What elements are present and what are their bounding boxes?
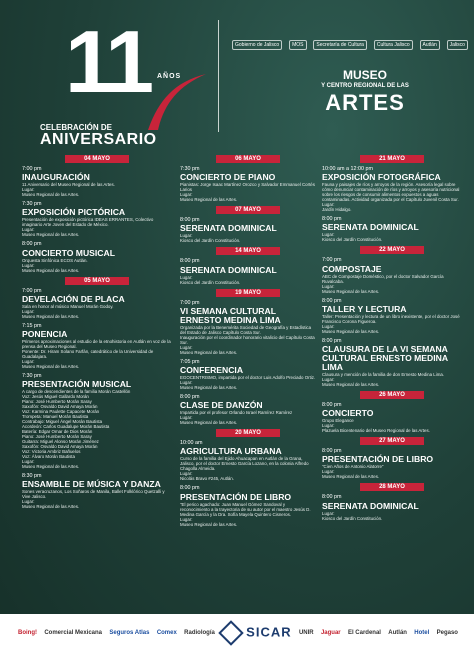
event-title: PONENCIA [22,329,68,340]
event-detail: Sala en honor al músico Manuel Morán Godoy. [22,303,114,309]
event-block [22,473,172,509]
sponsor-logo: Jaguar [320,630,341,636]
event-time: 8:00 pm [180,485,200,492]
event-time: 8:00 pm [322,216,342,223]
logo-secretaria: Secretaría de Cultura [313,40,367,50]
event-title: SERENATA DOMINICAL [322,222,419,233]
event-block [22,373,172,469]
event-time: 7:15 pm [22,322,42,329]
event-detail: Saxofón: Osvaldo David Amaya Morán [22,444,98,450]
event-detail: Museo Regional de las Artes. [180,197,238,203]
event-time: 8:00 pm [322,448,342,455]
event-block [322,494,462,520]
event-block [322,338,462,387]
event-detail: Plazuela Bicentenario del Museo Regional de las Artes. [322,428,430,434]
event-detail: Lugar: [22,187,35,193]
event-detail: Museo Regional de las Artes. [322,288,380,294]
event-time: 8:00 pm [22,241,42,248]
sponsor-logo: UNIR [298,630,314,636]
event-detail: Lugar: [322,202,335,208]
event-title: CONCIERTO DE PIANO [180,172,276,183]
event-detail: Lugar: [180,192,193,198]
event-time: 10:00 am a 12:00 pm [322,166,373,172]
event-detail: Museo Regional de las Artes. [180,420,238,426]
event-block [22,323,172,369]
event-detail: Lugar: [180,516,193,522]
event-block [22,288,172,319]
event-detail: Lugar: [180,415,193,421]
event-detail: Voz: Victoria Ambriz Bañuelos [22,449,81,455]
event-time: 10:00 am [180,440,203,447]
event-detail: Lugar: [322,377,335,383]
event-time: 7:00 pm [322,257,342,264]
event-title: CLAUSURA DE LA VI SEMANA CULTURAL ERNESTO MEDINA LIMA [322,344,448,373]
event-detail: Contrabajo: Miguel Ángel Morán Bautista [22,419,103,425]
event-detail: Museo Regional de las Artes. [322,382,380,388]
date-tag: 04 MAYO [65,155,129,163]
event-title: PRESENTACIÓN MUSICAL [22,379,132,390]
sponsor-logo: Seguros Atlas [109,630,150,636]
event-title: CONCIERTO MUSICAL [22,247,115,258]
event-time: 7:05 pm [180,358,200,365]
event-detail: Lugar: [322,469,335,475]
event-title: AGRICULTURA URBANA [180,446,282,457]
event-time: 8:00 pm [180,217,200,224]
column-2 [180,155,316,531]
event-detail: Lugar: [22,308,35,314]
event-detail: Museo Regional de las Artes. [22,192,80,198]
date-tag: 19 MAYO [216,289,280,297]
event-detail: 11 Aniversario del Museo Regional de las Artes. [22,182,115,188]
event-detail: Lugar: [322,510,335,516]
event-block [180,217,316,243]
event-detail: Museo Regional de las Artes. [22,267,80,273]
sponsor-logo: Hotel [414,630,430,636]
event-detail: Kiosco del Jardín Constitución. [322,515,383,521]
event-detail: Curso de la familia del Ejido Ahuacapan en Autlán de la Grana, Jalisco, por el doctor Ernesto García Lozano, en la colonia Alfredo Chagolla Almeida. [180,456,309,472]
logo-strip [232,34,468,56]
date-tag: 21 MAYO [360,155,424,163]
event-detail: Lugar: [322,423,335,429]
event-detail: Voz: Karmina Paulette Capacete Morán [22,409,100,415]
event-block [322,448,462,479]
logo-jalisco: Jalisco [447,40,468,50]
date-tag: 28 MAYO [360,483,424,491]
event-time: 7:00 pm [22,166,42,172]
sponsor-logo: Comex [156,630,177,636]
red-swoosh-icon [118,52,208,132]
sponsor-logo: Comercial Mexicana [44,630,103,636]
date-tag: 07 MAYO [216,206,280,214]
divider [218,20,219,132]
date-tag: 14 MAYO [216,247,280,255]
event-detail: Kiosco del Jardín Constitución. [322,237,383,243]
event-block [180,300,316,355]
event-detail: Acordeón: Carlos Guadalupe Morán Bautista [22,424,110,430]
event-title: EXPOSICIÓN FOTOGRÁFICA [322,172,441,183]
event-detail: "El perico agachado: Juan Manuel Gómez Sandoval y reconocimiento a la trayectoria de su autor por el maestro Jesús D. Medina García y la Dra. Sofía Mayela Quintero Cisneros. [180,501,311,517]
event-block [322,216,462,242]
event-detail: "Cien Años de Antonio Alatorre" [322,464,384,470]
artes-title: ARTES [325,90,405,115]
event-detail: Museo Regional de las Artes. [22,232,80,238]
event-block [180,485,316,526]
event-detail: Museo Regional de las Artes. [22,504,80,510]
event-detail: Lugar: [322,323,335,329]
event-block [322,166,462,212]
event-block [322,298,462,334]
event-detail: Orquesta Sinfónica ECOS Autlán. [22,257,88,263]
event-detail: Trompeta: Manuel Morán Bautista [22,414,89,420]
event-block [322,257,462,293]
event-detail: Organizada por la Benemérita Sociedad de Geografía y Estadística del Estado de Jalisco Capítulo Costa Sur. [180,324,312,335]
event-detail: Primeros aproximaciones al estudio de la etnohistoria en Autlán en voz de la prensa del Museo Regional. [22,339,171,350]
date-tag: 22 MAYO [360,246,424,254]
anos-label: AÑOS [157,73,182,80]
event-detail: Taller: Presentación y lectura de un libro inexistente, por el doctor José Francisco Corona Figueroa. [322,313,460,324]
event-detail: Piano: José Humberto Morán Saray [22,399,92,405]
event-title: INAUGURACIÓN [22,172,90,183]
event-title: ENSAMBLE DE MÚSICA Y DANZA [22,479,161,490]
event-block [180,258,316,284]
event-detail: A cargo de descendientes de la familia Morán Castellón [22,389,131,395]
event-block [180,166,316,202]
sponsor-logo: Autlán [388,630,407,636]
event-time: 8:00 pm [322,297,342,304]
event-detail: Lugar: [180,233,193,239]
event-title: SERENATA DOMINICAL [322,500,419,511]
event-time: 7:00 pm [22,287,42,294]
event-detail: Lugar: [180,471,193,477]
event-detail: Clausura y mención de la familia de don Ernesto Medina Lima. [322,372,445,378]
logo-mos: MOS [289,40,306,50]
event-detail: Piano: José Humberto Morán Saray [22,434,92,440]
event-title: PRESENTACIÓN DE LIBRO [322,454,434,465]
sponsor-logos [18,620,458,646]
event-title: CLASE DE DANZÓN [180,400,263,411]
event-block [22,241,172,272]
event-detail: ABC de Compostaje Doméstico, por el doctor Salvador García Ruvalcaba. [322,273,444,284]
column-1 [22,155,172,513]
anniversary-number: 11 [65,12,151,111]
event-block [22,201,172,237]
event-block [322,402,462,433]
event-detail: Voz: Álvaro Morán Bautista [22,454,75,460]
event-time: 8:00 pm [180,258,200,265]
event-title: VI SEMANA CULTURAL ERNESTO MEDINA LIMA [180,305,281,325]
event-detail: Nicolás Bravo #245, Autlán. [180,476,234,482]
event-time: 8:00 pm [322,402,342,409]
event-detail: Museo Regional de las Artes. [22,464,80,470]
event-detail: Museo Regional de las Artes. [322,328,380,334]
event-detail: Guitarra: Miguel Alonso Morán Jiménez [22,439,99,445]
event-block [22,166,172,197]
logo-cultura: Cultura Jalisco [374,40,413,50]
sponsor-logo: Pegaso [436,630,458,636]
event-title: COMPOSTAJE [322,263,382,274]
column-3 [322,155,462,525]
event-detail: Lugar: [22,227,35,233]
event-detail: Presentación de exposición pictórica IDEAS ERRANTES, Colectivo imaginario Arte Joven del Estado de México. [22,217,154,228]
event-title: EXPOSICIÓN PICTÓRICA [22,207,126,218]
museo-title: MUSEO [342,68,387,82]
sponsor-logo: Boing! [18,630,37,636]
event-block [180,394,316,425]
event-detail: Jardín Hidalgo. [322,207,352,213]
event-detail: Grupo Elegance [322,418,354,424]
event-time: 8:00 pm [180,394,200,401]
event-block [180,440,316,481]
date-tag: 06 MAYO [216,155,280,163]
event-detail: Museo Regional de las Artes. [322,474,380,480]
event-detail: Pianistas: Jorge Isaac Martínez Orozco y Salvador Emmanuel Cortés Larios [180,182,315,193]
event-block [180,359,316,390]
event-title: DEVELACIÓN DE PLACA [22,293,125,304]
date-tag: 27 MAYO [360,437,424,445]
event-detail: Museo Regional de las Artes. [22,313,80,319]
event-detail: Ponente: Dr. Hiram Solano Farfán, catedrático de la Universidad de Guadalajara. [22,349,154,360]
event-title: CONCIERTO [322,408,374,419]
event-detail: EGOCENTRISMO, impartida por el doctor Luis Adolfo Preciado Ortiz. [180,375,316,381]
celebracion-label: CELEBRACIÓN DE [40,123,113,132]
event-detail: Museo Regional de las Artes. [180,385,238,391]
event-detail: Fauna y paisajes de ríos y arroyos de la región. Asesoría legal sobre cómo denunciar contaminación de ríos y arroyos y asesoría nutricional sobre los riesgos de consumir alimentos expuestos a aguas contaminadas. Actividad organizada por el Capítulo Juvenil Costa Sur. [322,182,460,203]
event-time: 7:30 pm [22,201,42,208]
event-detail: Batería: Edgar Omar de Dios Morán [22,429,93,435]
date-tag: 20 MAYO [216,429,280,437]
event-title: CONFERENCIA [180,365,244,376]
event-detail: Impartida por el profesor Orlando Israel Ramírez Ramírez [180,410,293,416]
event-time: 8:00 pm [322,494,342,501]
date-tag: 05 MAYO [65,277,129,285]
event-detail: Lugar: [322,283,335,289]
logo-autlan: Autlán [420,40,440,50]
sponsor-logo: El Cardenal [347,630,381,636]
header [0,0,474,150]
event-detail: Lugar: [22,262,35,268]
event-time: 7:30 pm [180,166,200,172]
event-detail: Kiosco del Jardín Constitución. [180,279,241,285]
event-detail: Voz: Jesús Miguel Gallardo Morán [22,394,89,400]
event-detail: Lugar: [22,499,35,505]
event-detail: Lugar: [22,359,35,365]
event-title: SERENATA DOMINICAL [180,223,277,234]
event-time: 8:30 pm [22,473,42,480]
museo-subtitle: Y CENTRO REGIONAL DE LAS [321,83,409,89]
sponsor-logo: Radiología [184,630,215,636]
logo-gobierno: Gobierno de Jalisco [232,40,282,50]
event-detail: Museo Regional de las Artes. [22,364,80,370]
event-time: 7:30 pm [22,373,42,380]
event-detail: Inauguración por el coordinador honorario vitalicio del Capítulo Costa Sur. [180,334,315,345]
sicar-diamond-icon [218,620,243,645]
event-detail: Lugar: [180,274,193,280]
event-detail: Sones veracruzanos, Los Soñaros de Manila, Ballet Folklórico Quetzalli y Vive Jalisco. [22,489,165,500]
event-detail: Kiosco del Jardín Constitución. [180,238,241,244]
aniversario-label: ANIVERSARIO [40,131,157,148]
sicar-text: SICAR [246,624,292,640]
event-title: SERENATA DOMINICAL [180,264,277,275]
event-time: 7:00 pm [180,299,200,306]
event-detail: Lugar: [180,380,193,386]
event-title: TALLER Y LECTURA [322,303,407,314]
event-detail: Saxofón: Osvaldo David Amaya Morán [22,404,98,410]
sicar-logo [222,624,291,642]
event-detail: Museo Regional de las Artes. [180,349,238,355]
event-detail: Lugar: [180,344,193,350]
event-title: PRESENTACIÓN DE LIBRO [180,491,292,502]
event-detail: Museo Regional de las Artes. [180,521,238,527]
event-detail: Lugar: [22,459,35,465]
date-tag: 26 MAYO [360,391,424,399]
event-detail: Lugar: [322,232,335,238]
event-time: 8:00 pm [322,337,342,344]
